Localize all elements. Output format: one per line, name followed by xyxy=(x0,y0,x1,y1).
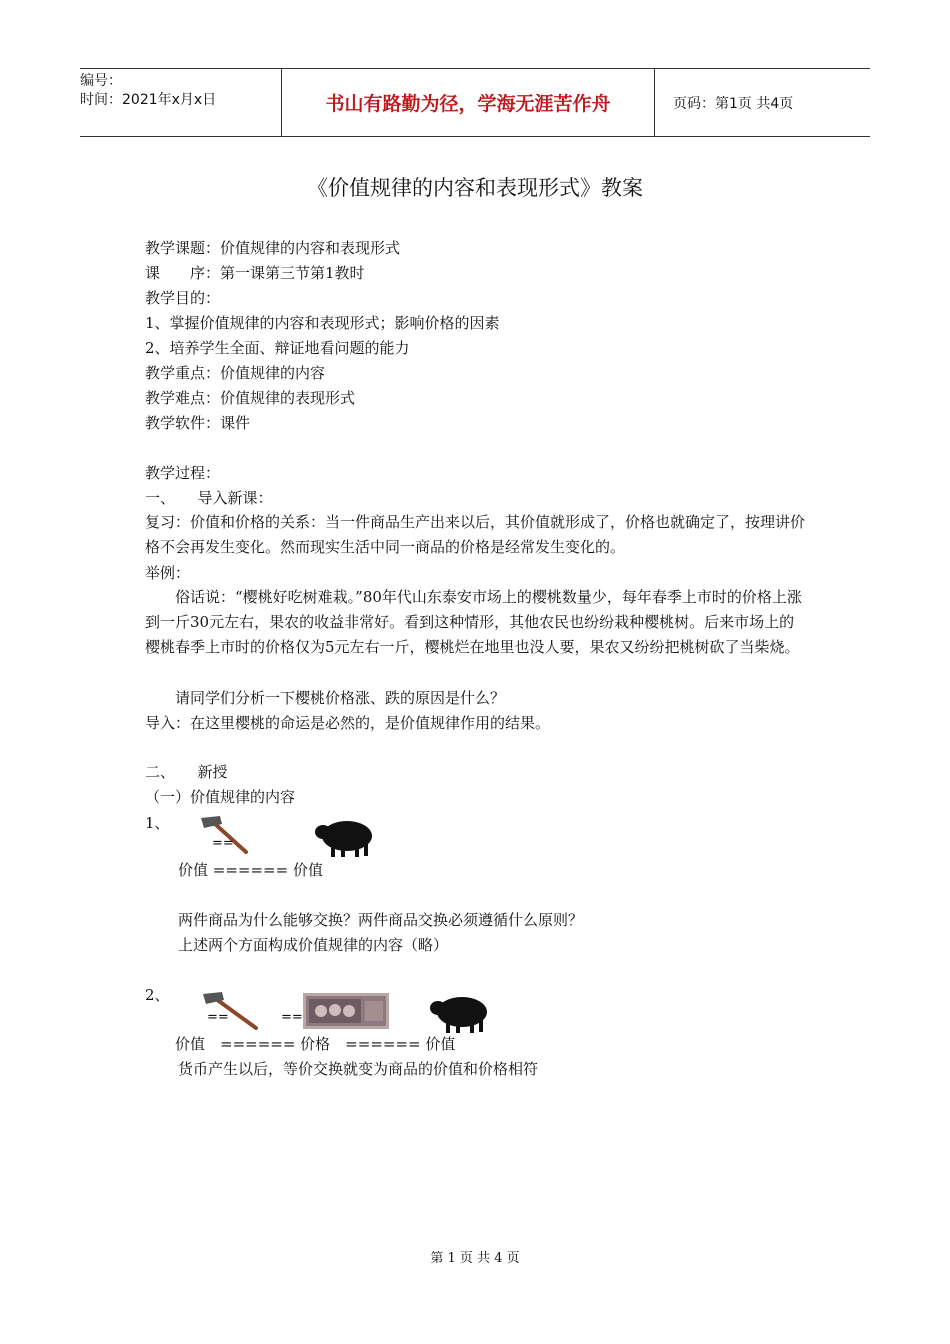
item2-equation: 价值 ====== 价格 ====== 价值 xyxy=(175,1035,456,1053)
item1-note: 上述两个方面构成价值规律的内容（略） xyxy=(178,936,449,954)
info-line: 1、掌握价值规律的内容和表现形式；影响价格的因素 xyxy=(145,314,500,332)
item1-question: 两件商品为什么能够交换？两件商品交换必须遵循什么原则？ xyxy=(178,911,584,929)
banknote-icon xyxy=(303,993,389,1029)
section2-heading: 二、 新授 xyxy=(145,763,228,781)
subsection-heading: （一）价值规律的内容 xyxy=(145,788,296,806)
sheep-icon xyxy=(313,817,375,859)
example-label: 举例： xyxy=(145,564,191,582)
page-label xyxy=(663,69,870,136)
section1-heading: 一、 导入新课： xyxy=(145,489,273,507)
equal-sign: == xyxy=(281,1010,303,1025)
code-label: 编号： xyxy=(80,73,122,89)
item2-text: 货币产生以后，等价交换就变为商品的价值和价格相符 xyxy=(178,1060,539,1078)
document-title: 《价值规律的内容和表现形式》教案 xyxy=(307,176,643,200)
question: 请同学们分析一下樱桃价格涨、跌的原因是什么？ xyxy=(175,689,506,707)
item1-number: 1、 xyxy=(145,814,170,832)
header-meta xyxy=(80,69,281,136)
equal-sign: == xyxy=(207,1010,229,1025)
info-line: 2、培养学生全面、辩证地看问题的能力 xyxy=(145,339,410,357)
info-line: 教学软件：课件 xyxy=(145,414,251,432)
info-line: 教学难点：价值规律的表现形式 xyxy=(145,389,356,407)
sheep-icon xyxy=(428,993,490,1035)
equal-sign: == xyxy=(212,836,234,851)
info-line: 课 序：第一课第三节第1教时 xyxy=(145,264,365,282)
page-label-text: 页码：第1页 共4页 xyxy=(673,95,794,112)
item2-number: 2、 xyxy=(145,986,170,1004)
info-line: 教学目的： xyxy=(145,289,221,307)
motto: 书山有路勤为径，学海无涯苦作舟 xyxy=(281,69,655,136)
info-line: 教学重点：价值规律的内容 xyxy=(145,364,326,382)
header-table xyxy=(80,68,870,137)
time-label: 时间：2021年x月x日 xyxy=(80,92,217,108)
lead-in: 导入：在这里樱桃的命运是必然的，是价值规律作用的结果。 xyxy=(145,714,551,732)
info-line: 教学课题：价值规律的内容和表现形式 xyxy=(145,239,401,257)
review-paragraph: 复习：价值和价格的关系：当一件商品生产出来以后，其价值就形成了，价格也就确定了，按理讲价格不会再发生变化。然而现实生活中同一商品的价格是经常发生变化的。 xyxy=(145,513,806,556)
example-paragraph: 俗话说：“樱桃好吃树难栽。”80年代山东泰安市场上的樱桃数量少，每年春季上市时的价格上涨到一斤30元左右，果农的收益非常好。看到这种情形，其他农民也纷纷栽种樱桃树。后来市场上的樱桃春季上市时的价格仅为5元左右一斤，樱桃烂在地里也没人要，果农又纷纷把桃树砍了当柴烧。 xyxy=(145,588,802,656)
page-footer: 第 1 页 共 4 页 xyxy=(430,1251,520,1266)
item1-equation: 价值 ====== 价值 xyxy=(178,861,323,879)
process-heading: 教学过程： xyxy=(145,464,221,482)
